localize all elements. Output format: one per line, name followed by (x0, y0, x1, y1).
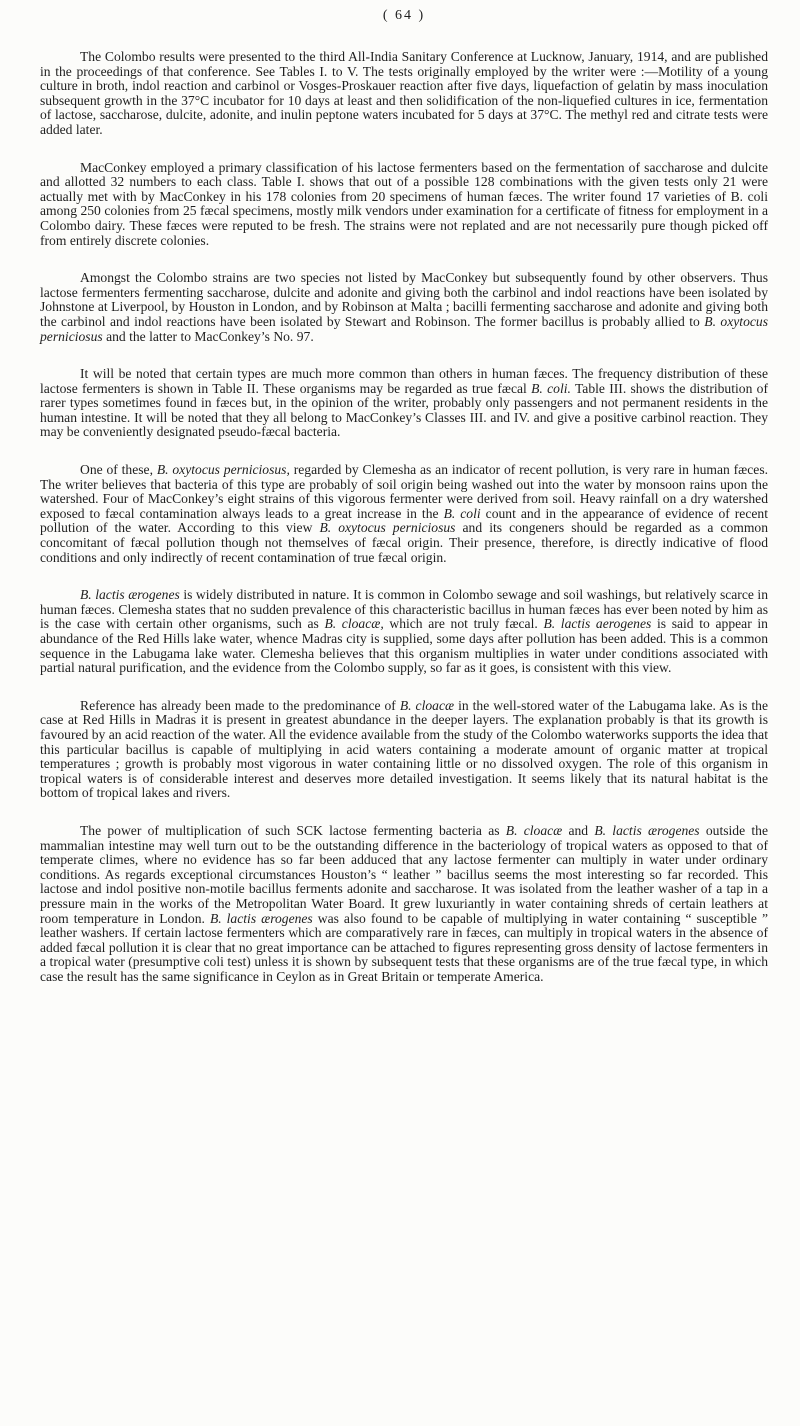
paragraph-macconkey-classification (40, 161, 768, 249)
species-name: B. cloacæ, (324, 616, 384, 632)
species-name: B. cloacæ (399, 697, 455, 713)
paragraph-colombo-results (40, 50, 768, 138)
paragraph-colombo-strains (40, 271, 768, 344)
paragraph-text: The Colombo results were presented to the third All-India Sanitary Conference at Lucknow, January, 1914, and are published in the proceedings of that conference. See Tables I. to V. The tests originally employed by the writer were :—Motility of a young culture in broth, indol reaction and carbinol or Vosges-Proskauer reaction after five days, liquefaction of gelatin by mass inoculation subsequent growth in the 37°C incubator for 10 days at least and then solidification of the non-liquefied cultures in ice, fermentation of lactose, saccharose, dulcite, adonite, and inulin peptone waters incubated for 5 days at 37°C. The methyl red and citrate tests were added later. (40, 49, 768, 137)
species-name: B. lactis ærogenes (80, 587, 180, 603)
paragraph-text: was also found to be capable of multiplying in water containing “ susceptible ” leather washers. If certain lactose fermenters which are comparatively rare in fæces, can multiply in tropical waters in the absence of added fæcal pollution it is clear that no great importance can be attached to figures representing gross density of lactose fermenters in a tropical water (presumptive coli test) unless it is shown by subsequent tests that these organisms are of the true fæcal type, in which case the result has the same significance in Ceylon as in Great Britain or temperate America. (40, 910, 768, 984)
paragraph-text: which are not truly fæcal. (383, 616, 544, 632)
paragraph-text: Reference has already been made to the predominance of (80, 697, 400, 713)
species-name: B. lactis ærogenes (594, 822, 700, 838)
paragraph-text: and (562, 822, 595, 838)
paragraph-power-of-multiplication (40, 824, 768, 985)
species-name: B. oxytocus perniciosus (40, 313, 768, 344)
paragraph-lactis-aerogenes (40, 588, 768, 676)
species-name: B. lactis aerogenes (543, 616, 652, 632)
species-name: B. cloacæ (505, 822, 563, 838)
species-name: B. coli. (531, 380, 571, 396)
paragraph-text: is widely distributed in nature. It is common in Colombo sewage and soil washings, but relatively scarce in human fæces. Clemesha states that no sudden prevalence of this characteristic bacillus in human fæces has ever been noted by him as is the case with certain other organisms, such as (40, 587, 768, 632)
document-page (40, 8, 768, 1007)
paragraph-text: count and in the appearance of evidence of recent pollution of the water. According to this view (40, 505, 768, 536)
paragraph-text: Amongst the Colombo strains are two species not listed by MacConkey but subsequently found by other observers. Thus lactose fermenters fermenting saccharose, dulcite and adonite and giving both the carbinol and indol reactions have been isolated by Johnstone at Liverpool, by Houston in London, and by Robinson at Malta ; bacilli fermenting saccharose and adonite and giving both the carbinol and indol reactions have been isolated by Stewart and Robinson. The former bacillus is probably allied to (40, 270, 768, 329)
page-number: ( 64 ) (382, 8, 426, 23)
paragraph-oxytocus-perniciosus (40, 463, 768, 565)
paragraph-text: and its congeners should be regarded as a common concomitant of fæcal pollution though not themselves of fæcal origin. Their presence, therefore, is directly indicative of flood conditions and only indirectly of recent contamination of true fæcal origin. (40, 520, 768, 565)
paragraph-text: It will be noted that certain types are much more common than others in human fæces. The frequency distribution of these lactose fermenters is shown in Table II. These organisms may be regarded as true fæcal (40, 366, 768, 396)
paragraph-text: One of these, (80, 462, 157, 478)
paragraph-text: MacConkey employed a primary classification of his lactose fermenters based on the fermentation of saccharose and dulcite and allotted 32 numbers to each class. Table I. shows that out of a possible 128 combinations with the given tests only 21 were actually met with by MacConkey in his 178 colonies from 20 specimens of human fæces. The writer found 17 varieties of B. coli among 250 colonies from 25 fæcal specimens, mostly milk vendors under examination for a certificate of fitness for employment in a Colombo dairy. These fæces were reputed to be fresh. The strains were not replated and are not necessarily pure though picked off from entirely discrete colonies. (40, 159, 768, 248)
paragraph-text: Table III. shows the distribution of rarer types sometimes found in fæces but, in the opinion of the writer, probably only passengers and not permanent residents in the human intestine. It will be noted that they all belong to MacConkey’s Classes III. and IV. and give a positive carbinol reaction. They may be conveniently designated pseudo-fæcal bacteria. (40, 380, 768, 440)
species-name: B. coli (443, 505, 481, 521)
species-name: B. oxytocus perniciosus (319, 520, 456, 536)
paragraph-cloacae-predominance (40, 699, 768, 801)
paragraph-text: and the latter to MacConkey’s No. 97. (102, 328, 314, 344)
paragraph-frequency-distribution (40, 367, 768, 440)
paragraph-text: outside the mammalian intestine may well turn out to be the outstanding difference in the bacteriology of tropical waters as opposed to that of temperate climes, where no evidence has so far been adduced that any lactose fermenter can multiply in water under ordinary conditions. As regards exceptional circumstances Houston’s “ leather ” bacillus seems the most interesting so far recorded. This lactose and indol positive non-motile bacillus ferments adonite and saccharose. It was isolated from the leather washer of a tap in a pressure main in the works of the Metropolitan Water Board. It grew luxuriantly in water containing shreds of certain leathers at room temperature in London. (40, 822, 768, 926)
paragraph-text: The power of multiplication of such SCK lactose fermenting bacteria as (80, 822, 506, 838)
paragraph-text: is said to appear in abundance of the Red Hills lake water, whence Madras city is supplied, some days after pollution has been added. This is a common sequence in the Labugama lake water. Clemesha believes that this organism multiplies in water under conditions associated with partial natural purification, and the evidence from the Colombo supply, so far as it goes, is consistent with this view. (40, 616, 768, 676)
paragraph-text: in the well-stored water of the Labugama lake. As is the case at Red Hills in Madras it is present in greatest abundance in the deeper layers. The explanation probably is that its growth is favoured by an acid reaction of the water. All the evidence available from the study of the Colombo waterworks supports the idea that this particular bacillus is capable of multiplying in acid waters containing a moderate amount of organic matter at tropical temperatures ; growth is probably most vigorous in water containing little or no dissolved oxygen. The role of this organism in tropical waters is of considerable interest and deserves more detailed investigation. It seems likely that its natural habitat is the bottom of tropical lakes and rivers. (40, 697, 768, 801)
species-name: B. oxytocus perniciosus, (156, 462, 290, 478)
species-name: B. lactis ærogenes (209, 910, 313, 926)
paragraph-text: regarded by Clemesha as an indicator of recent pollution, is very rare in human fæces. The writer believes that bacteria of this type are probably of soil origin being washed out into the water by monsoon rains upon the watershed. Four of MacConkey’s eight strains of this vigorous fermenter were derived from soil. Heavy rainfall on a dry watershed exposed to fæcal contamination always leads to a great increase in the (40, 462, 769, 521)
